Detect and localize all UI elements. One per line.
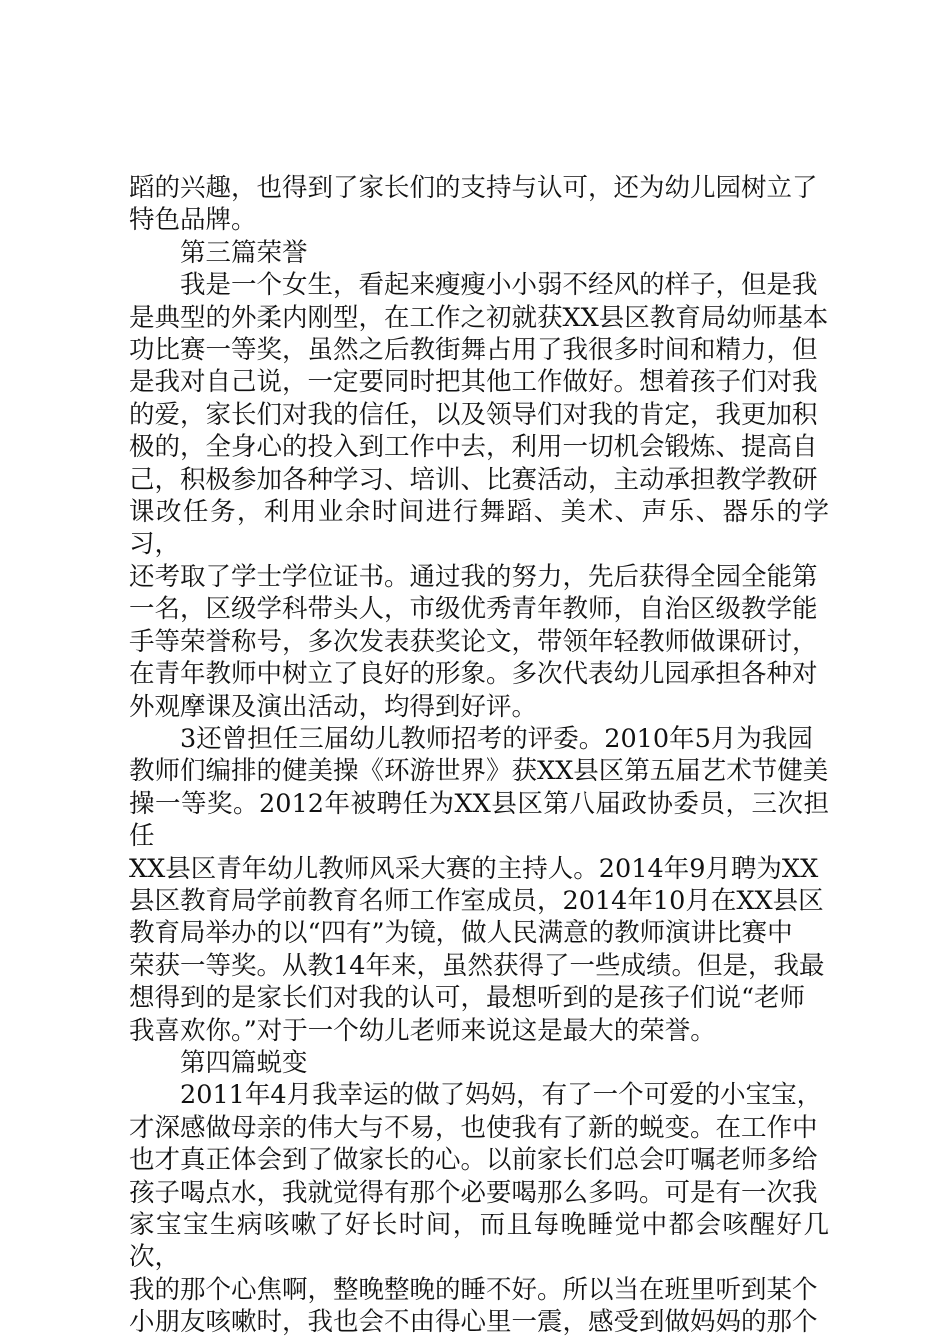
paragraph-honor-body: 我是一个女生，看起来瘦瘦小小弱不经风的样子，但是我 是典型的外柔内刚型，在工作之初就获XX县区教育局幼师基本 功比赛一等奖，虽然之后教街舞占用了我很多时间和精力，但 是我对自己说，一定要同时把其他工作做好。想着孩子们对我 的爱，家长们对我的信任，以及领导们对我的肯定，我更加积 极的，全身心的投入到工作中去，利用一切机会锻炼、提高自 己，积极参加各种学习、培训、比赛活动，主动承担教学教研 课改任务，利用业余时间进行舞蹈、美术、声乐、器乐的学习， 还考取了学士学位证书。通过我的努力，先后获得全园全能第 一名，区级学科带头人，市级优秀青年教师，自治区级教学能 手等荣誉称号，多次发表获奖论文，带领年轻教师做课研讨， 在青年教师中树立了良好的形象。多次代表幼儿园承担各种对 外观摩课及演出活动，均得到好评。: [129, 270, 829, 722]
section-heading-honor: 第三篇荣誉: [180, 237, 308, 268]
paragraph-transformation-body: 2011年4月我幸运的做了妈妈，有了一个可爱的小宝宝， 才深感做母亲的伟大与不易，也使我有了新的蜕变。在工作中 也才真正体会到了做家长的心。以前家长们总会叮嘱老师多给 孩子喝点水，我就觉得有那个必要喝那么多吗。可是有一次我 家宝宝生病咳嗽了好长时间，而且每晚睡觉中都会咳醒好几次， 我的那个心焦啊，整晚整晚的睡不好。所以当在班里听到某个 小朋友咳嗽时，我也会不由得心里一震，感受到做妈妈的那个: [129, 1080, 829, 1338]
document-body: [129, 172, 829, 1339]
paragraph-honor-achievements: 3还曾担任三届幼儿教师招考的评委。2010年5月为我园 教师们编排的健美操《环游世界》获XX县区第五届艺术节健美 操一等奖。2012年被聘任为XX县区第八届政协委员，三次担任 XX县区青年幼儿教师风采大赛的主持人。2014年9月聘为XX 县区教育局学前教育名师工作室成员，2014年10月在XX县区 教育局举办的以“四有”为镜，做人民满意的教师演讲比赛中 荣获一等奖。从教14年来，虽然获得了一些成绩。但是，我最 想得到的是家长们对我的认可，最想听到的是孩子们说“老师 我喜欢你。”对于一个幼儿老师来说这是最大的荣誉。: [129, 723, 829, 1046]
paragraph-continuation: 蹈的兴趣，也得到了家长们的支持与认可，还为幼儿园树立了 特色品牌。: [129, 173, 818, 236]
section-heading-transformation: 第四篇蜕变: [180, 1047, 308, 1078]
